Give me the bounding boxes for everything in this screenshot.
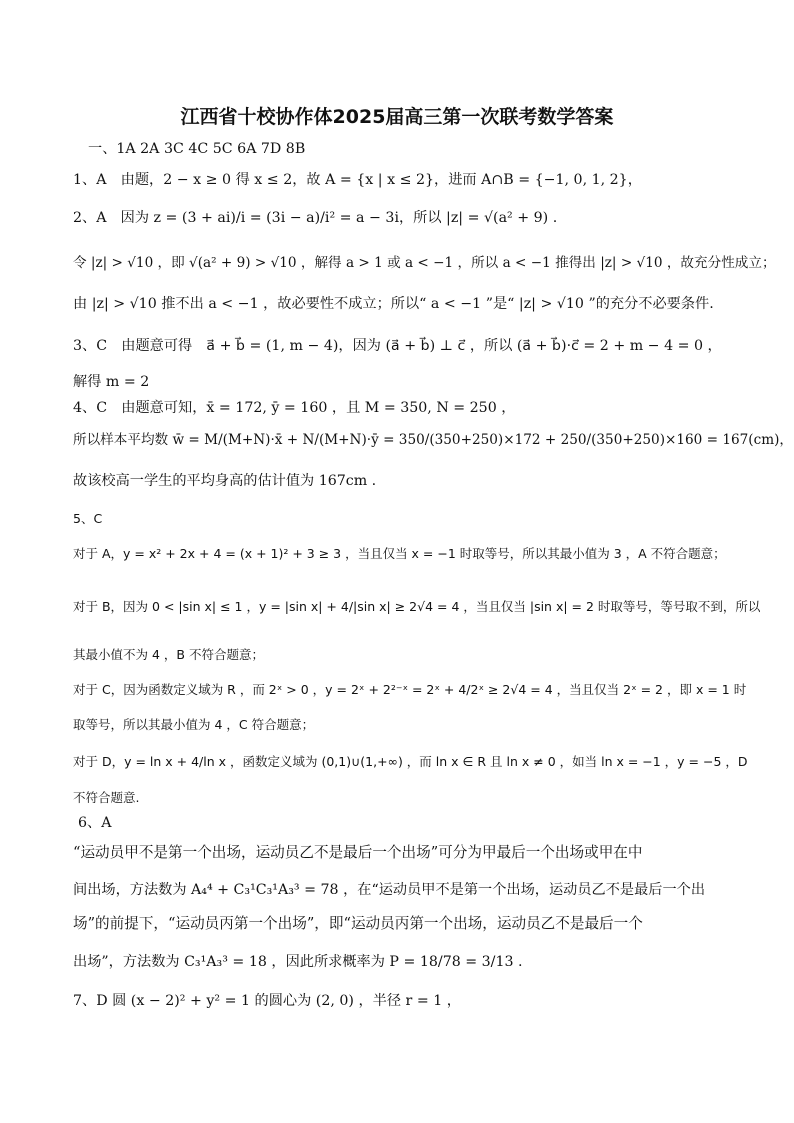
- q6-line-3: 场”的前提下，“运动员丙第一个出场”，即“运动员丙第一个出场，运动员乙不是最后一个: [73, 915, 643, 932]
- q5-option-b-line-2: 其最小值不为 4 ，B 不符合题意；: [73, 647, 264, 662]
- page-title: 江西省十校协作体2025届高三第一次联考数学答案: [180, 106, 614, 128]
- q2-line-2: 令 |z| > √10 ，即 √(a² + 9) > √10 ，解得 a > 1 或 a < −1 ，所以 a < −1 推得出 |z| > √10 ，故充分性成立；: [73, 255, 776, 271]
- q7-solution: 7、D 圆 (x − 2)² + y² = 1 的圆心为 (2, 0) ，半径 r = 1 ，: [73, 993, 461, 1009]
- q5-option-c-line-1: 对于 C，因为函数定义域为 R ，而 2ˣ > 0 ，y = 2ˣ + 2²⁻ˣ = 2ˣ + 4/2ˣ ≥ 2√4 = 4 ，当且仅当 2ˣ = 2 ，即 x = 1 时: [73, 682, 747, 697]
- q3-line-2: 解得 m = 2: [73, 374, 150, 390]
- q4-line-1: 4、C 由题意可知，x̄ = 172, ȳ = 160 ，且 M = 350, N = 250 ，: [73, 400, 516, 416]
- q6-line-2: 间出场，方法数为 A₄⁴ + C₃¹C₃¹A₃³ = 78 ，在“运动员甲不是第一个出场，运动员乙不是最后一个出: [73, 882, 706, 898]
- q5-option-d-line-2: 不符合题意.: [73, 790, 140, 805]
- q6-line-4: 出场”，方法数为 C₃¹A₃³ = 18 ，因此所求概率为 P = 18/78 = 3/13 .: [73, 954, 523, 970]
- q3-line-1: 3、C 由题意可得 a⃗ + b⃗ = (1, m − 4)，因为 (a⃗ + b⃗) ⊥ c⃗ ，所以 (a⃗ + b⃗)·c⃗ = 2 + m − 4 = 0 ，: [73, 338, 722, 354]
- q4-line-3: 故该校高一学生的平均身高的估计值为 167cm .: [73, 473, 377, 489]
- q5-head: 5、C: [73, 511, 103, 526]
- q1-solution: 1、A 由题，2 − x ≥ 0 得 x ≤ 2，故 A = {x | x ≤ 2}，进而 A∩B = {−1, 0, 1, 2}，: [73, 172, 642, 188]
- q6-head: 6、A: [78, 815, 112, 831]
- q5-option-c-line-2: 取等号，所以其最小值为 4 ，C 符合题意；: [73, 717, 315, 732]
- answer-key-line: 一、1A 2A 3C 4C 5C 6A 7D 8B: [88, 141, 306, 157]
- q4-line-2: 所以样本平均数 w̄ = M/(M+N)·x̄ + N/(M+N)·ȳ = 350/(350+250)×172 + 250/(350+250)×160 = 167(cm)，: [73, 432, 794, 448]
- q5-option-d-line-1: 对于 D，y = ln x + 4/ln x ，函数定义域为 (0,1)∪(1,+∞) ，而 ln x ∈ R 且 ln x ≠ 0 ，如当 ln x = −1 ，y = −5 ，D: [73, 754, 748, 769]
- q6-line-1: “运动员甲不是第一个出场，运动员乙不是最后一个出场”可分为甲最后一个出场或甲在中: [73, 844, 643, 861]
- q5-option-b-line-1: 对于 B，因为 0 < |sin x| ≤ 1 ，y = |sin x| + 4/|sin x| ≥ 2√4 = 4 ，当且仅当 |sin x| = 2 时取等号，等号取不到，所以: [73, 599, 761, 614]
- q2-line-1: 2、A 因为 z = (3 + ai)/i = (3i − a)/i² = a − 3i，所以 |z| = √(a² + 9) .: [73, 210, 558, 226]
- q2-line-3: 由 |z| > √10 推不出 a < −1 ，故必要性不成立；所以“ a < −1 ”是“ |z| > √10 ”的充分不必要条件.: [73, 296, 714, 312]
- q5-option-a: 对于 A，y = x² + 2x + 4 = (x + 1)² + 3 ≥ 3 ，当且仅当 x = −1 时取等号，所以其最小值为 3 ，A 不符合题意；: [73, 546, 726, 561]
